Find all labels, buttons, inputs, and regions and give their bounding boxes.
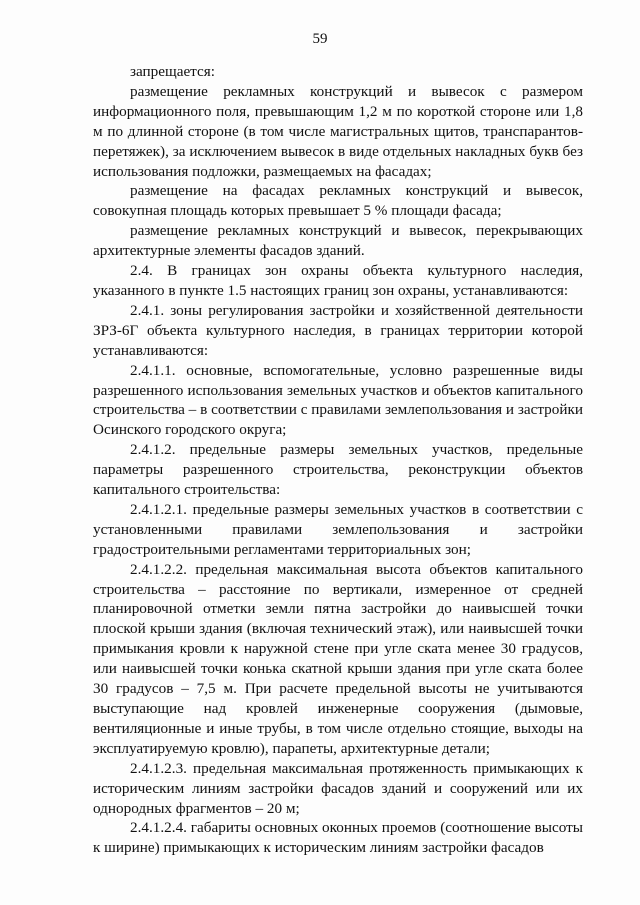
paragraph-facade-area-limit: размещение на фасадах рекламных конструкций и вывесок, совокупная площадь которых превышает 5 % площади фасада; xyxy=(93,182,583,220)
paragraph-ad-size-limit: размещение рекламных конструкций и вывесок с размером информационного поля, превышающим 1,2 м по короткой стороне или 1,8 м по длинной стороне (в том числе магистральных щитов, транспарантов-перетяжек), за исключением вывесок в виде отдельных накладных букв без использования подложки, размещаемых на фасадах; xyxy=(93,82,583,180)
page-number: 59 xyxy=(312,31,328,47)
paragraph-architectural-elements: размещение рекламных конструкций и вывесок, перекрывающих архитектурные элементы фасадов зданий. xyxy=(93,222,583,260)
paragraph-2-4-1-2-4: 2.4.1.2.4. габариты основных оконных проемов (соотношение высоты к ширине) примыкающих к историческим линиям застройки фасадов xyxy=(93,819,583,857)
document-body xyxy=(93,62,583,858)
paragraph-2-4-1: 2.4.1. зоны регулирования застройки и хозяйственной деятельности ЗРЗ-6Г объекта культурного наследия, в границах территории которой устанавливаются: xyxy=(93,301,583,359)
paragraph-2-4-1-2: 2.4.1.2. предельные размеры земельных участков, предельные параметры разрешенного строительства, реконструкции объектов капитального строительства: xyxy=(93,441,583,499)
paragraph-2-4-1-1: 2.4.1.1. основные, вспомогательные, условно разрешенные виды разрешенного использования земельных участков и объектов капитального строительства – в соответствии с правилами землепользования и застройки Осинского городского округа; xyxy=(93,361,583,439)
paragraph-2-4-1-2-1: 2.4.1.2.1. предельные размеры земельных участков в соответствии с установленными правилами землепользования и застройки градостроительными регламентами территориальных зон; xyxy=(93,500,583,558)
paragraph-2-4: 2.4. В границах зон охраны объекта культурного наследия, указанного в пункте 1.5 настоящих границ зон охраны, устанавливаются: xyxy=(93,262,583,299)
paragraph-2-4-1-2-2: 2.4.1.2.2. предельная максимальная высота объектов капитального строительства – расстояние по вертикали, измеренное от средней планировочной отметки земли пятна застройки до наивысшей точки плоской крыши здания (включая технический этаж), или наивысшей точки примыкания кровли к наружной стене при угле ската менее 30 градусов, или наивысшей точки конька скатной крыши здания при угле ската более 30 градусов – 7,5 м. При расчете предельной высоты не учитываются выступающие над кровлей инженерные сооружения (дымовые, вентиляционные и иные трубы, в том числе отдельно стоящие, выходы на эксплуатируемую кровлю), парапеты, архитектурные детали; xyxy=(93,560,583,757)
paragraph-prohibited-intro: запрещается: xyxy=(130,63,215,80)
paragraph-2-4-1-2-3: 2.4.1.2.3. предельная максимальная протяженность примыкающих к историческим линиям застройки фасадов зданий и сооружений или их однородных фрагментов – 20 м; xyxy=(93,759,583,817)
